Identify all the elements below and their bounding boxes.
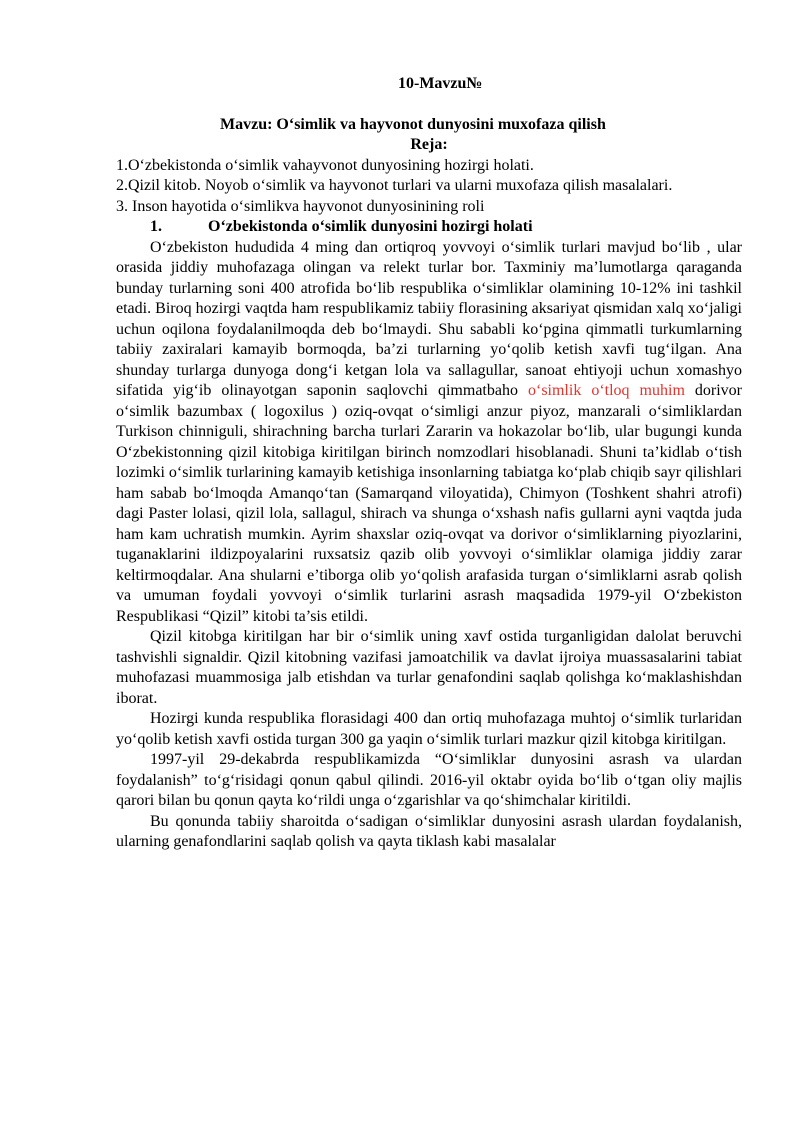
section-title: O‘zbekistonda o‘simlik dunyosini hozirgi holati — [208, 218, 533, 235]
paragraph-1-text-a: O‘zbekiston hududida 4 ming dan ortiqroq yovvoyi o‘simlik turlari mavjud bo‘lib , ular orasida jiddiy muhofazaga olingan va relekt turlar bor. Taxminiy ma’lumotlarga qaraganda bunday turlarning soni 400 atrofida bo‘lib respublika o‘simliklar olamining 10-12% ini tashkil etadi. Biroq hozirgi vaqtda ham respublikamiz tabiiy florasining aksariyat qismidan xalq xo‘jaligi uchun oqilona foydalanilmoqda deb bo‘lmaydi. Shu sababli ko‘pgina qimmatli turkumlarning tabiiy zaxiralari kamayib bormoqda, ba’zi turlarning yo‘qolib ketish xavfi tug‘ilgan. Ana shunday turlarga dunyoga dong‘i ketgan lola va sallagullar, sanoat ehtiyoji uchun xomashyo sifatida yig‘ib olinayotgan saponin saqlovchi qimmatbaho — [116, 238, 742, 399]
paragraph-3: Hozirgi kunda respublika florasidagi 400 dan ortiq muhofazaga muhtoj o‘simlik turlaridan yo‘qolib ketish xavfi ostida turgan 300 ga yaqin o‘simlik turlari mazkur qizil kitobga kiritilgan. — [116, 710, 742, 748]
section-number: 1. — [150, 218, 162, 235]
paragraph-5: Bu qonunda tabiiy sharoitda o‘sadigan o‘simliklar dunyosini asrash ulardan foydalanish, ularning genafondlarini saqlab qolish va qayta tiklash kabi masalalar — [116, 812, 742, 850]
document-page — [116, 74, 742, 853]
topic-title: Mavzu: O‘simlik va hayvonot dunyosini muxofaza qilish — [220, 115, 606, 133]
paragraph-4: 1997-yil 29-dekabrda respublikamizda “O‘simliklar dunyosini asrash va ulardan foydalanish” to‘g‘risidagi qonun qabul qilindi. 2016-yil oktabr oyida bo‘lib o‘tgan oliy majlis qarori bilan bu qonun qayta ko‘rildi unga o‘zgarishlar va qo‘shimchalar kiritildi. — [116, 751, 742, 809]
plan-item-1: 1.O‘zbekistonda o‘simlik vahayvonot dunyosining hozirgi holati. — [116, 156, 534, 174]
section-heading — [116, 217, 742, 238]
plan-item-3: 3. Inson hayotida o‘simlikva hayvonot dunyosinining roli — [116, 197, 485, 215]
paragraph-1-text-b: dorivor o‘simlik bazumbax ( logoxilus ) oziq-ovqat o‘simligi anzur piyoz, manzarali o‘simliklardan Turkison chinniguli, shirachning barcha turlari Zararin va hokazolar bo‘lib, ular bugungi kunda O‘zbekistonning qizil kitobiga kiritilgan birinch nomzodlari hisoblanadi. Shuni ta’kidlab o‘tish lozimki o‘simlik turlarining kamayib ketishiga insonlarning tabiatga ko‘plab chiqib sayr qilishlari ham sabab bo‘lmoqda Amanqo‘tan (Samarqand viloyatida), Chimyon (Toshkent shahri atrofi) dagi Paster lolasi, qizil lola, sallagul, shirach va shunga o‘xshash nafis gullarni ayni vaqtda juda ham kam uchratish mumkin. Ayrim shaxslar oziq-ovqat va dorivor o‘simliklarning piyozlarini, tuganaklarini ildizpoyalarini ruxsatsiz qazib olib yovvoyi o‘simliklar olamiga jiddiy zarar keltirmoqdalar. Ana shularni e’tiborga olib yo‘qolish arafasida turgan o‘simliklarni asrab qolish va umuman foydali yovvoyi o‘simlik turlarini asrash maqsadida 1979-yil O‘zbekiston Respublikasi “Qizil” kitobi ta’sis etildi. — [116, 382, 742, 625]
paragraph-1 — [116, 238, 742, 628]
plan-label: Reja: — [410, 136, 448, 153]
highlighted-phrase: o‘simlik o‘tloq muhim — [527, 382, 685, 399]
plan-item-2: 2.Qizil kitob. Noyob o‘simlik va hayvonot turlari va ularni muxofaza qilish masalalari. — [116, 177, 673, 194]
topic-number-title: 10-Mavzu№ — [398, 75, 483, 92]
paragraph-2: Qizil kitobga kiritilgan har bir o‘simlik uning xavf ostida turganligidan dalolat beruvchi tashvishli signaldir. Qizil kitobning vazifasi jamoatchilik va davlat ijroiya muassasalarini tabiat muhofazasi muammosiga jalb etishdan va turlar genafondini saqlab qolishga ko‘maklashishdan iborat. — [116, 628, 742, 707]
